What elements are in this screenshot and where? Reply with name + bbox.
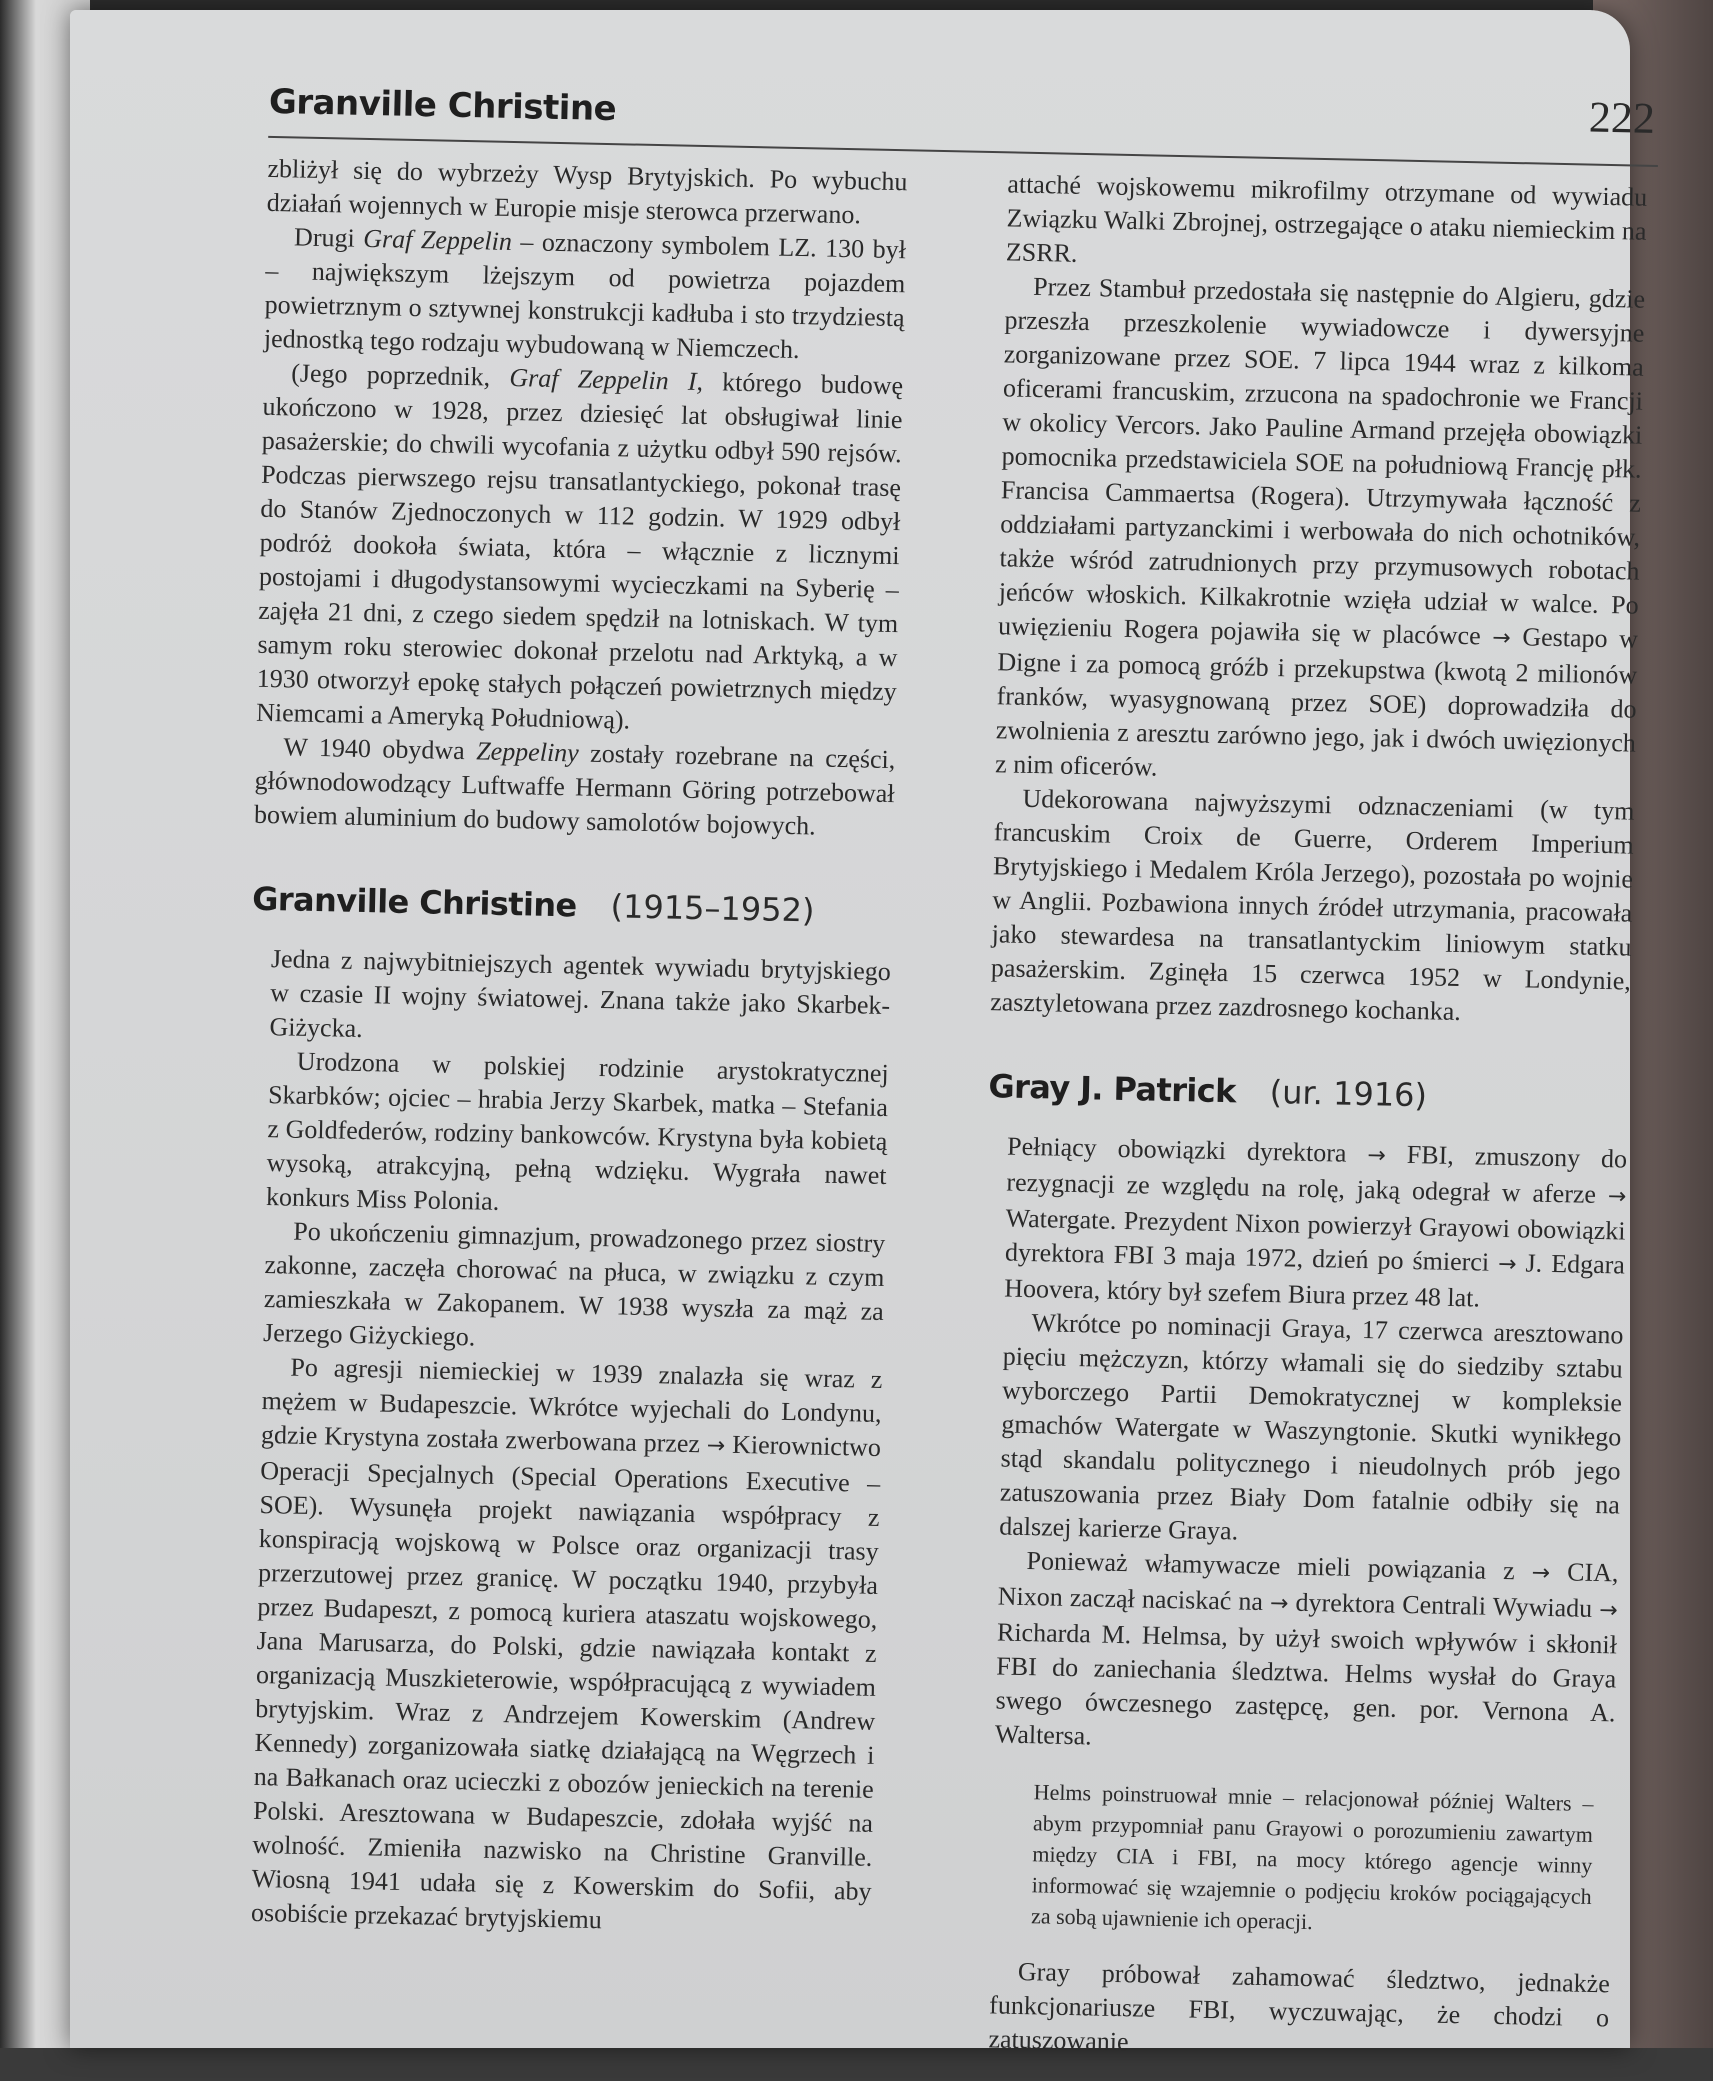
paragraph: Pełniący obowiązki dyrektora → FBI, zmuszony do rezygnacji ze względu na rolę, jaką odegrał w aferze → Watergate. Prezydent Nixon powierzył Grayowi obowiązki dyrektora FBI 3 maja 1972, dzień po śmierci → J. Edgara Hoovera, który był szefem Biura przez 48 lat.: [1003, 1131, 1628, 1313]
paragraph-1940: W 1940 obydwa Zeppeliny zostały rozebrane na części, głównodowodzący Luftwaffe Hermann Göring potrzebował bowiem aluminium do budowy samolotów bojowych.: [253, 732, 896, 841]
book-page: [70, 10, 1656, 2057]
entry-name: Granville Christine: [251, 879, 578, 925]
page-content: [138, 50, 1660, 2081]
entry-name: Gray J. Patrick: [988, 1067, 1237, 1111]
cross-reference-arrow-icon: →: [1497, 1251, 1517, 1278]
entry-body-granville: [251, 942, 892, 1943]
entry-heading-granville: [251, 879, 893, 930]
paragraph: Wkrótce po nominacji Graya, 17 czerwca aresztowano pięciu mężczyzn, którzy włamali się do siedziby sztabu wyborczego Partii Demokratycznej w kompleksie gmachów Watergate w Waszyngtonie. Skutki wynikłego stąd skandalu politycznego i nieudolnych prób jego zatuszowania przez Biały Dom fatalnie odbiły się na dalszej karierze Graya.: [998, 1308, 1624, 1546]
paragraph-aggression: Po agresji niemieckiej w 1939 znalazła się wraz z mężem w Budapeszcie. Wkrótce wyjechali do Londynu, gdzie Krystyna została zwerbowana przez → Kierownictwo Operacji Specjalnych (Special Operations Executive – SOE). Wysunęła projekt nawiązania współpracy z konspiracją wojskową w Polsce oraz organizacji trasy przerzutowej przez granicę. W początku 1940, przybyła przez Budapeszt, z pomocą kuriera ataszatu wojskowego, Jana Marusarza, do Polski, gdzie nawiązała kontakt z organizacją Muszkieterowie, współpracującą z wywiadem brytyjskim. Wraz z Andrzejem Kowerskim (Andrew Kennedy) zorganizowała siatkę działającą na Węgrzech i na Bałkanach oraz ucieczki z obozów jenieckich na terenie Polski. Aresztowana w Budapeszcie, zdołała wyjść na wolność. Zmieniła nazwisko na Christine Granville. Wiosną 1941 udała się z Kowerskim do Sofii, aby osobiście przekazać brytyjskiemu: [250, 1352, 883, 1935]
paragraph-graf-zeppelin: Drugi Graf Zeppelin – oznaczony symbolem LZ. 130 był – największym lżejszym od powietrza pojazdem powietrznym o sztywnej konstrukcji kadłuba i sto trzydziestą jednostką tego rodzaju wybudowaną w Niemczech.: [263, 222, 907, 365]
paragraph-predecessor: (Jego poprzednik, Graf Zeppelin I, którego budowę ukończono w 1928, przez dziesięć lat obsługiwał linie pasażerskie; do chwili wycofania z użytku odbył 590 rejsów. Podczas pierwszego rejsu transatlantyckiego, pokonał trasę do Stanów Zjednoczonych w 112 godzin. W 1929 odbył podróż dookoła świata, która – włącznie z licznymi postojami i długodystansowymi wycieczkami na Syberię – zajęła 21 dni, z czego siedem spędził na lotniskach. W tym samym roku sterowiec dokonał przelotu nad Arktyką, a w 1930 otworzył epokę stałych połączeń powietrznych między Niemcami a Ameryką Południową).: [255, 358, 904, 735]
cross-reference-arrow-icon: →: [1598, 1598, 1618, 1624]
entry-dates: (1915–1952): [610, 887, 815, 930]
entry-dates: (ur. 1916): [1269, 1073, 1428, 1115]
entry-heading-gray: [988, 1069, 1629, 1116]
block-quote: Helms poinstruował mnie – relacjonował później Walters – abym przypomniał panu Grayowi o porozumieniu zawartym między CIA i FBI, na mocy którego agencje winny informować się wzajemnie o podjęciu kroków pociągających za sobą ujawnienie ich operacji.: [1030, 1779, 1594, 1935]
page-number: 222: [1588, 92, 1656, 143]
paragraph: Ponieważ włamywacze mieli powiązania z → CIA, Nixon zaczął naciskać na → dyrektora Centrali Wywiadu → Richarda M. Helmsa, by użył swoich wpływów i skłonił FBI do zaniechania śledztwa. Helms wysłał do Graya swego ówczesnego zastępcę, gen. por. Vernona A. Waltersa.: [994, 1546, 1619, 1751]
running-head: Granville Christine: [268, 81, 617, 130]
cross-reference-arrow-icon: →: [1531, 1560, 1551, 1587]
cross-reference-arrow-icon: →: [1492, 625, 1511, 651]
cross-reference-arrow-icon: →: [1607, 1184, 1627, 1210]
paragraph: Jedna z najwybitniejszych agentek wywiadu brytyjskiego w czasie II wojny światowej. Znana także jako Skarbek-Giżycka.: [269, 944, 892, 1044]
continued-paragraph: zbliżył się do wybrzeży Wysp Brytyjskich. Po wybuchu działań wojennych w Europie misje sterowca przerwano.: [266, 153, 908, 230]
entry-body-gray: [988, 1130, 1627, 2070]
cross-reference-arrow-icon: →: [1269, 1591, 1289, 1617]
paragraph-decorated: Udekorowana najwyższymi odznaczeniami (w tym francuskim Croix de Guerre, Orderem Imperium Brytyjskiego i Medalem Króla Jerzego), pozostała po wojnie w Anglii. Pozbawiona innych źródeł utrzymania, pracowała jako stewardesa na transatlantyckim liniowym statku pasażerskim. Zginęła 15 czerwca 1952 w Londynie, zasztyletowana przez zazdrosnego kochanka.: [989, 783, 1635, 1027]
paragraph: Po ukończeniu gimnazjum, prowadzonego przez siostry zakonne, zaczęła chorować na płuca, w związku z czym zamieszkała w Zakopanem. W 1938 wyszła za mąż za Jerzego Giżyckiego.: [262, 1216, 886, 1352]
continued-paragraph: attaché wojskowemu mikrofilmy otrzymane od wywiadu Związku Walki Zbrojnej, ostrzegające o ataku niemieckim na ZSRR.: [1005, 169, 1648, 268]
left-column: [231, 152, 908, 1943]
paragraph-istanbul: Przez Stambuł przedostała się następnie do Algieru, gdzie przeszła przeszkolenie wywiadowcze i dywersyjne zorganizowane przez SOE. 7 lipca 1944 wraz z kilkoma oficerami francuskim, zrzucona na spadochronie we Francji w okolicy Vercors. Jako Pauline Armand przejęła obowiązki pomocnika przedstawiciela SOE na południową Francję płk. Francisa Cammaertsa (Rogera). Utrzymywała łączność z oddziałami partyzanckimi i werbowała do nich ochotników, także wśród zatrudnionych przy przymusowych robotach jeńców włoskich. Kilkakrotnie wzięła udział w walce. Po uwięzieniu Rogera pojawiła się w placówce → Gestapo w Digne i za pomocą gróźb i przekupstwa (kwotą 2 milionów franków, wyasygnowaną przez SOE) doprowadziła do zwolnienia z aresztu zarówno jego, jak i dwóch uwięzionych z nim oficerów.: [994, 271, 1646, 782]
cross-reference-arrow-icon: →: [1367, 1143, 1387, 1169]
right-column: [968, 167, 1647, 2069]
cross-reference-arrow-icon: →: [706, 1433, 726, 1459]
paragraph: Urodzona w polskiej rodzinie arystokratycznej Skarbków; ojciec – hrabia Jerzy Skarbek, matka – Stefania z Goldfederów, rodziny bankowców. Krystyna była kobietą wysoką, atrakcyjną, pełną wdzięku. Wygrała nawet konkurs Miss Polonia.: [265, 1046, 890, 1216]
paragraph: Gray próbował zahamować śledztwo, jednakże funkcjonariusze FBI, wyczuwając, że chodzi o zatuszowanie: [988, 1956, 1611, 2057]
